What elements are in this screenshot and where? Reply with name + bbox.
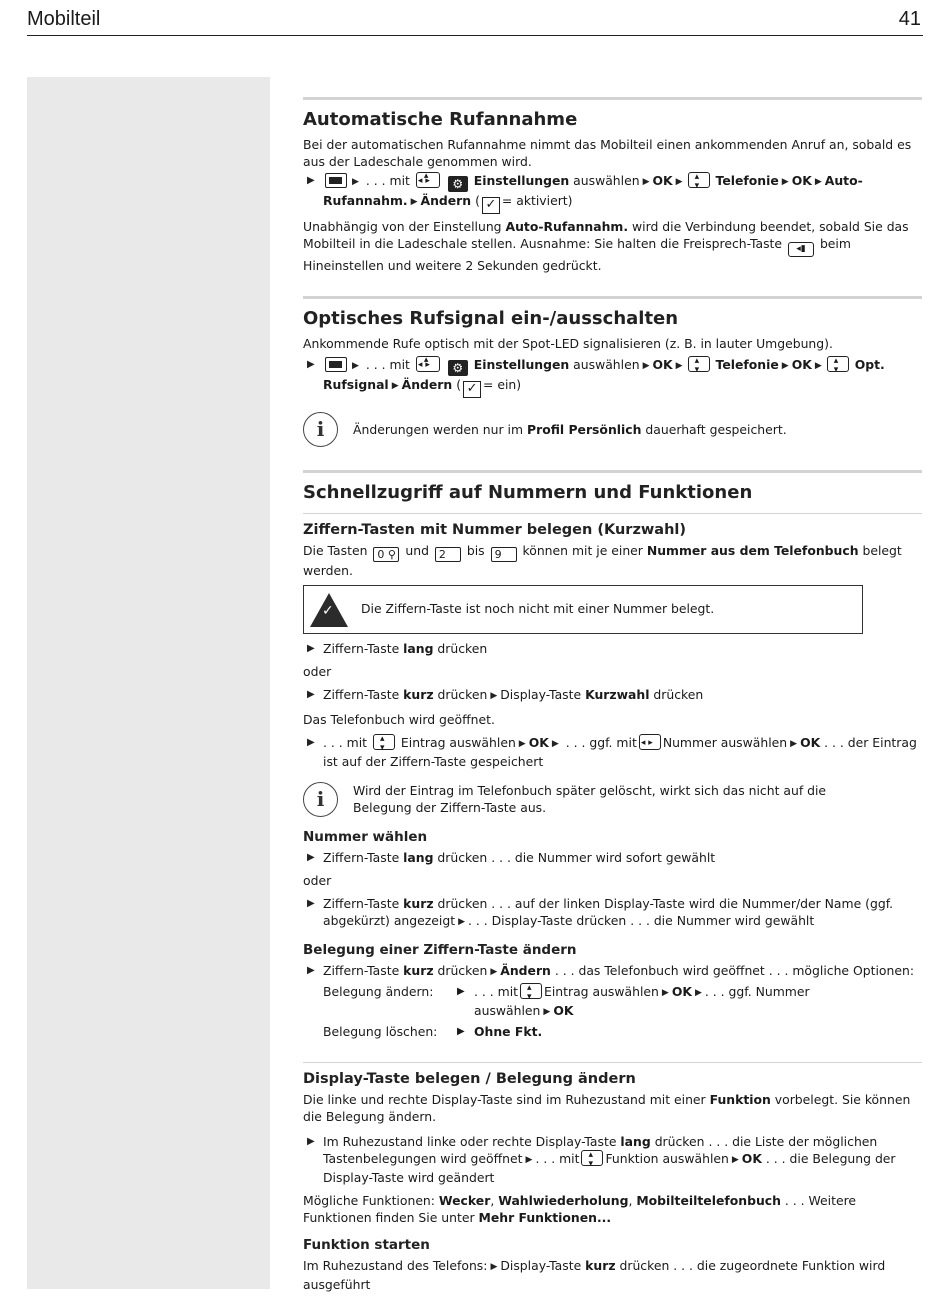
arrow-icon: ▶ [661,988,669,998]
arrow-icon: ▶ [307,965,315,976]
arrow-icon: ▶ [551,739,559,749]
text: Im Ruhezustand des Telefons: [303,1258,488,1273]
text: Unabhängig von der Einstellung [303,219,502,234]
arrow-icon: ▶ [490,691,498,701]
text: drücken [437,850,488,865]
text: Display-Taste [500,687,582,702]
arrow-icon: ▶ [352,177,359,187]
text: Funktion auswählen [605,1151,729,1166]
text: . . . mit [365,357,410,372]
text: Mögliche Funktionen: [303,1193,435,1208]
menu-term: OK [791,357,812,372]
arrow-icon: ▶ [642,177,650,187]
info-note [303,782,922,818]
text: = aktiviert) [501,193,573,208]
text: . . . mit [474,984,519,999]
menu-term: OK [553,1003,574,1018]
text: Ziffern-Taste [323,687,400,702]
menu-term: lang [403,641,434,656]
text: ( [475,193,480,208]
menu-term: OK [741,1151,762,1166]
instruction-step [303,172,922,214]
menu-term: Opt. [854,357,885,372]
text: dauerhaft gespeichert. [645,422,787,437]
menu-term: Telefonie [715,173,779,188]
arrow-icon: ▶ [410,197,418,207]
paragraph: Bei der automatischen Rufannahme nimmt das Mobilteil einen ankommenden Anruf an, sobald es aus der Ladeschale genommen wird. [303,137,912,169]
text: Eintrag auswählen [544,984,659,999]
text: Die linke und rechte Display-Taste sind im Ruhezustand mit einer [303,1092,706,1107]
section-title: Automatische Rufannahme [303,109,578,130]
menu-term: Rufsignal [323,377,389,392]
section-divider [303,97,922,100]
instruction-step [303,895,922,931]
subsection-title: Belegung einer Ziffern-Taste ändern [303,942,577,958]
instruction-step [303,640,922,657]
menu-term: OK [671,984,692,999]
menu-term: Ändern [420,193,472,208]
arrow-icon: ▶ [457,1026,465,1037]
arrow-icon: ▶ [781,361,789,371]
arrow-icon: ▶ [814,177,822,187]
text: . . . ggf. Nummer auswählen [474,984,810,1018]
instruction-step [303,962,922,981]
arrow-icon: ▶ [307,852,315,863]
option-row [303,983,922,1021]
navigation-key-icon [416,172,440,188]
menu-key-icon [325,173,347,188]
speaker-key-icon: ◂▮ [788,242,814,257]
menu-term: kurz [585,1258,616,1273]
text: . . . die zugeordnete Funktion wird ausgeführt [303,1258,886,1292]
arrow-icon: ▶ [352,361,359,371]
menu-term: Telefonie [715,357,779,372]
instruction-step [303,1133,922,1186]
info-note [303,412,922,448]
paragraph [303,1091,922,1125]
text: Eintrag auswählen [400,735,516,750]
status-box [303,585,863,634]
text: . . . der Eintrag ist auf der Ziffern-Taste gespeichert [323,735,917,769]
subsection-divider [303,1062,922,1063]
info-icon: i [303,412,338,447]
text: ( [456,377,462,392]
navigation-updown-icon [581,1150,603,1166]
text: Änderungen werden nur im [353,422,524,437]
menu-term: lang [403,850,434,865]
check-icon: ✓ [322,603,334,619]
text: . . . die Nummer wird sofort gewählt [491,850,716,865]
menu-term: Wecker [438,1193,491,1208]
menu-term: Ändern [500,963,551,978]
arrow-icon: ▶ [307,643,315,654]
text: beim Hineinstellen und weitere 2 Sekunden gedrückt. [303,236,851,273]
subsection-title: Funktion starten [303,1237,430,1253]
text: . . . das Telefonbuch wird geöffnet . . . mögliche Optionen: [554,963,914,978]
option-label: Belegung löschen: [323,1024,438,1039]
text: belegt werden. [303,543,902,578]
navigation-updown-icon [688,172,710,188]
menu-term: OK [791,173,812,188]
text: wird die Verbindung beendet, sobald Sie das Mobilteil in die Ladeschale stellen. Ausnahme: Sie halten die Freisprech-Taste [303,219,909,251]
arrow-icon: ▶ [781,177,789,187]
text: drücken [437,896,488,911]
menu-term: OK [652,357,673,372]
info-icon: i [303,782,338,817]
subsection-title: Display-Taste belegen / Belegung ändern [303,1071,636,1087]
text: . . . die Belegung der Display-Taste wird geändert [323,1151,896,1185]
section-title: Optisches Rufsignal ein-/ausschalten [303,308,679,329]
menu-term: kurz [403,963,434,978]
text: auswählen [573,357,640,372]
menu-key-icon [325,357,347,372]
text: = ein) [483,377,522,392]
paragraph [303,218,922,274]
menu-term: Ohne Fkt. [474,1024,543,1039]
option-label: Belegung ändern: [323,984,434,999]
arrow-icon: ▶ [790,739,798,749]
digit-key-0: 0 ⚲ [373,547,399,562]
text: und [405,543,429,558]
navigation-updown-icon [520,983,542,999]
arrow-icon: ▶ [457,986,465,997]
menu-term: Profil Persönlich [527,422,642,437]
text: Ziffern-Taste [323,963,400,978]
menu-term: Funktion [709,1092,771,1107]
text: auswählen [573,173,640,188]
info-text: Wird der Eintrag im Telefonbuch später gelöscht, wirkt sich das nicht auf die Belegung der Ziffern-Taste aus. [353,783,827,815]
menu-term: kurz [403,896,434,911]
navigation-leftright-icon [639,734,661,750]
arrow-icon: ▶ [307,898,315,909]
text: . . . Display-Taste drücken [467,913,627,928]
text: Ziffern-Taste [323,641,400,656]
arrow-icon: ▶ [307,359,315,370]
text: bis [466,543,485,558]
gear-icon: ⚙ [448,176,468,192]
instruction-step [303,686,922,705]
text: drücken [437,641,488,656]
menu-term: Mehr Funktionen... [478,1210,612,1225]
text: . . . mit [365,173,410,188]
arrow-icon: ▶ [694,988,702,998]
menu-term: Rufannahm. [323,193,408,208]
menu-term: OK [800,735,821,750]
menu-term: OK [528,735,549,750]
status-text: Die Ziffern-Taste ist noch nicht mit einer Nummer belegt. [361,601,715,616]
text: drücken [619,1258,670,1273]
content [303,97,922,1295]
page-number: 41 [898,8,921,30]
menu-term: kurz [403,687,434,702]
arrow-icon: ▶ [458,917,465,927]
text: . . . die Liste der möglichen Tastenbelegungen wird geöffnet [323,1134,878,1166]
navigation-updown-icon [373,734,395,750]
option-row [303,1023,922,1040]
text: . . . mit [535,1151,580,1166]
checkbox-checked-icon: ✓ [463,381,481,398]
menu-term: Ändern [401,377,453,392]
section-schnellzugriff [303,470,922,1040]
section-title: Schnellzugriff auf Nummern und Funktionen [303,482,753,503]
text: . . . mit [323,735,368,750]
arrow-icon: ▶ [391,381,399,391]
paragraph [303,1257,922,1293]
menu-term: Einstellungen [473,357,570,372]
menu-term: lang [620,1134,651,1149]
instruction-step [303,356,922,398]
text: . . . auf der linken Display-Taste wird die Nummer/der Name (ggf. abgekürzt) angezeigt [323,896,894,928]
arrow-icon: ▶ [814,361,822,371]
paragraph: Mögliche Funktionen: Wecker, Wahlwiederholung, Mobilteiltelefonbuch . . . Weitere Funktionen finden Sie unter Mehr Funktionen... [303,1193,857,1225]
checkbox-checked-icon: ✓ [482,197,500,214]
subsection-divider [303,513,922,514]
paragraph: oder [303,664,332,679]
section-automatische-rufannahme [303,97,922,274]
menu-term: Auto- [824,173,863,188]
arrow-icon: ▶ [307,689,315,700]
arrow-icon: ▶ [731,1155,739,1165]
menu-term: Mobilteiltelefonbuch [636,1193,781,1208]
arrow-icon: ▶ [490,1262,498,1272]
arrow-icon: ▶ [490,967,498,977]
arrow-icon: ▶ [307,1136,315,1147]
navigation-updown-icon [827,356,849,372]
menu-term: OK [652,173,673,188]
text: Die Tasten [303,543,368,558]
digit-key-9: 9 [491,547,517,562]
text: Display-Taste [500,1258,582,1273]
paragraph [303,542,922,579]
text: . . . die Nummer wird gewählt [630,913,815,928]
section-display-taste [303,1062,922,1293]
arrow-icon: ▶ [525,1155,533,1165]
text: Ziffern-Taste [323,896,400,911]
subsection-title: Ziffern-Tasten mit Nummer belegen (Kurzwahl) [303,522,686,538]
chapter-title: Mobilteil [27,8,101,30]
text: können mit je einer [522,543,643,558]
arrow-icon: ▶ [642,361,650,371]
paragraph: Das Telefonbuch wird geöffnet. [303,712,495,727]
text: Ziffern-Taste [323,850,400,865]
arrow-icon: ▶ [518,739,526,749]
option-action [453,1023,813,1040]
arrow-icon: ▶ [307,175,315,186]
menu-term: Nummer aus dem Telefonbuch [646,543,859,558]
arrow-icon: ▶ [307,737,315,748]
paragraph: Ankommende Rufe optisch mit der Spot-LED signalisieren (z. B. in lauter Umgebung). [303,336,833,351]
text: . . . ggf. mit [565,735,637,750]
text: drücken [654,1134,705,1149]
text: drücken [437,963,488,978]
sidebar-panel [27,77,270,1289]
paragraph: oder [303,873,332,888]
arrow-icon: ▶ [675,177,683,187]
text: drücken [437,687,488,702]
text: Im Ruhezustand linke oder rechte Display-Taste [323,1134,617,1149]
instruction-step [303,734,922,770]
text: drücken [653,687,704,702]
info-text [353,412,922,438]
text: vorbelegt. Sie können die Belegung ändern. [303,1092,911,1124]
menu-term: Kurzwahl [585,687,650,702]
section-divider [303,470,922,473]
digit-key-2: 2 [435,547,461,562]
section-divider [303,296,922,299]
menu-term: Wahlwiederholung [498,1193,629,1208]
subsection-title: Nummer wählen [303,829,428,845]
section-optisches-rufsignal [303,296,922,448]
menu-term: Einstellungen [473,173,570,188]
text: . . . Weitere Funktionen finden Sie unter [303,1193,857,1225]
arrow-icon: ▶ [675,361,683,371]
page-header [27,6,923,36]
text: Nummer auswählen [662,735,788,750]
instruction-step [303,849,922,866]
navigation-key-icon [416,356,440,372]
arrow-icon: ▶ [543,1007,551,1017]
menu-term: Auto-Rufannahm. [505,219,629,234]
gear-icon: ⚙ [448,360,468,376]
navigation-updown-icon [688,356,710,372]
option-action [453,983,813,1021]
